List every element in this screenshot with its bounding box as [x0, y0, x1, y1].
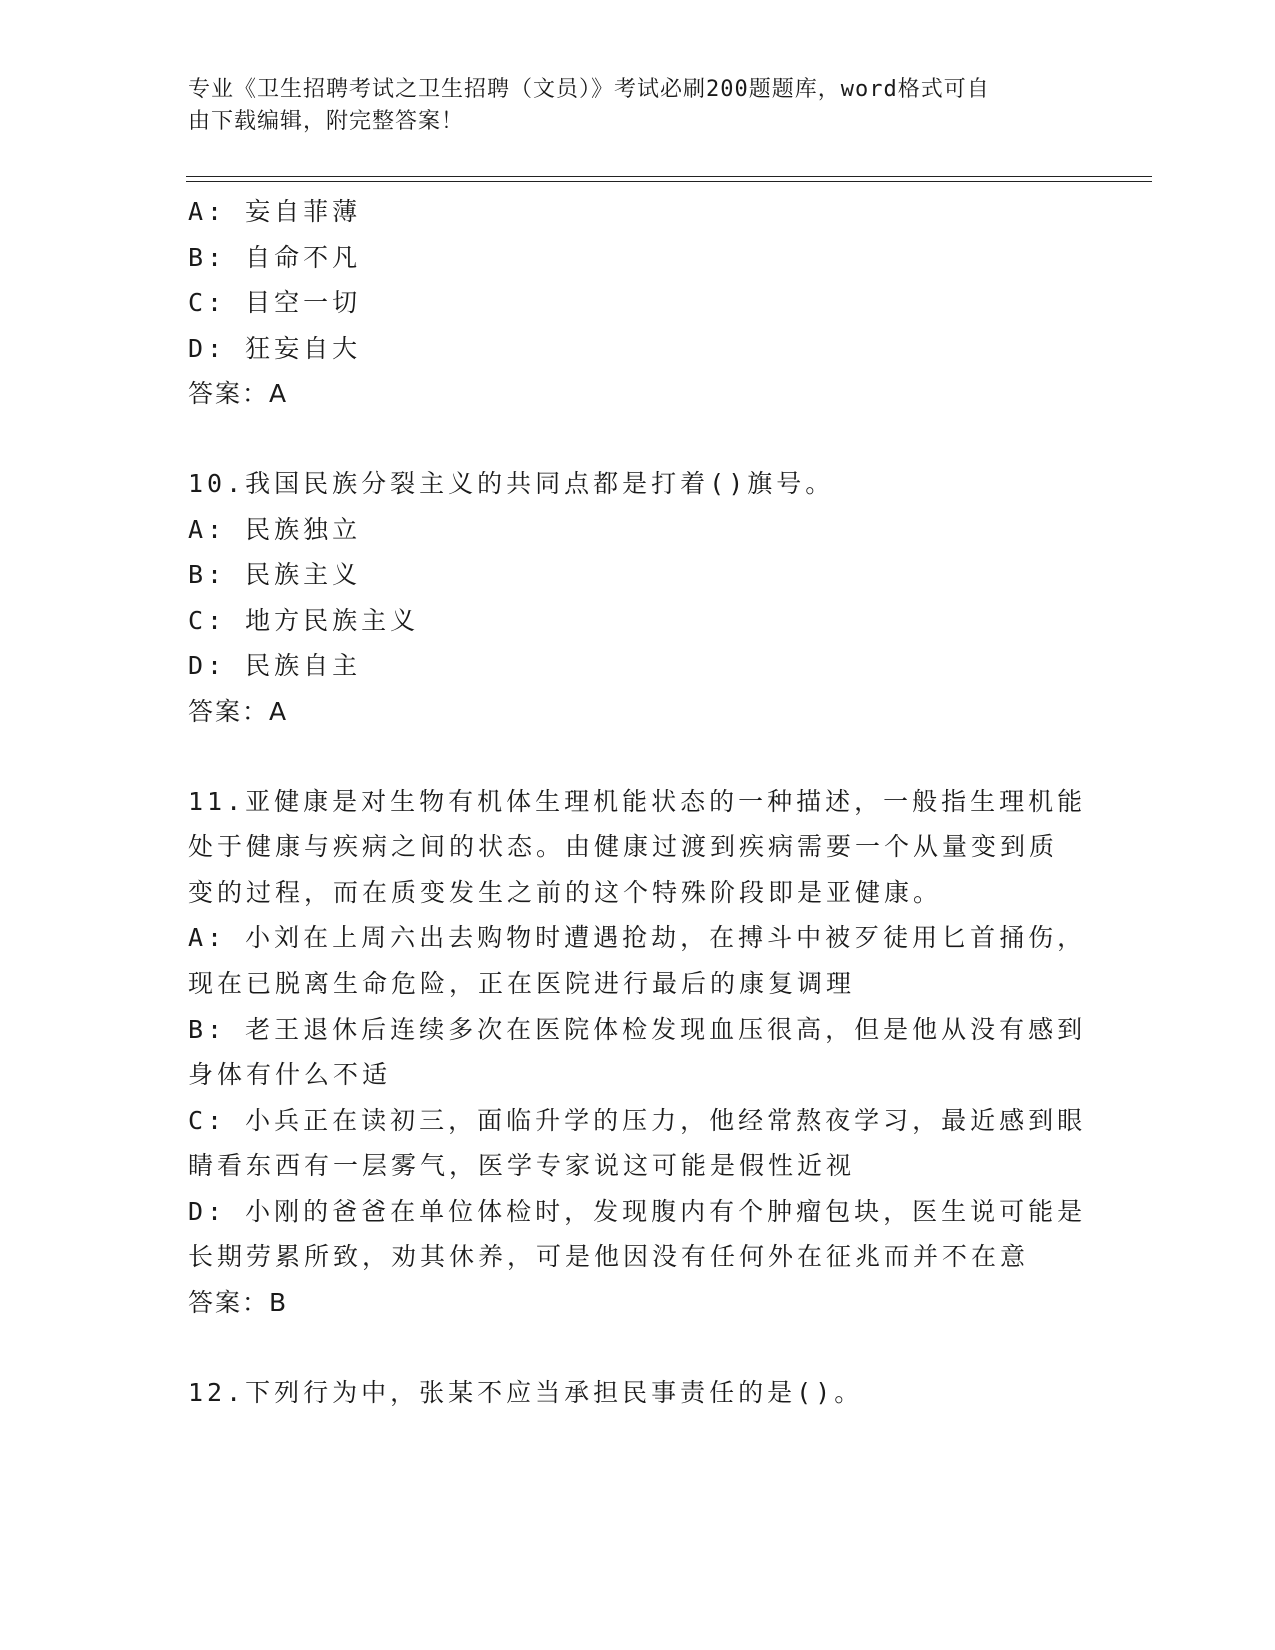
- q10-option-d: D: 民族自主: [188, 651, 362, 681]
- q10-option-c: C: 地方民族主义: [188, 605, 420, 635]
- question-9-block: [188, 189, 1088, 417]
- q12-stem: 12.下列行为中，张某不应当承担民事责任的是()。: [188, 1377, 864, 1407]
- q11-option-c-line-1: C: 小兵正在读初三，面临升学的压力，他经常熬夜学习，最近感到眼: [188, 1105, 1087, 1135]
- spacer: [188, 735, 1088, 779]
- q9-answer: 答案：A: [188, 379, 289, 409]
- q11-option-b-line-1: B: 老王退休后连续多次在医院体检发现血压很高，但是他从没有感到: [188, 1014, 1087, 1044]
- question-12-block: [188, 1370, 1088, 1416]
- spacer: [188, 1326, 1088, 1370]
- spacer: [188, 417, 1088, 461]
- header-line-1: 专业《卫生招聘考试之卫生招聘（文员）》考试必刷200题题库，word格式可自: [188, 77, 990, 102]
- header-line-2: 由下载编辑，附完整答案！: [188, 109, 465, 134]
- q11-stem-line-1: 11.亚健康是对生物有机体生理机能状态的一种描述，一般指生理机能: [188, 786, 1087, 816]
- header-divider-bottom: [186, 181, 1152, 182]
- q9-option-d: D: 狂妄自大: [188, 333, 362, 363]
- q11-stem-line-2: 处于健康与疾病之间的状态。由健康过渡到疾病需要一个从量变到质: [188, 832, 1059, 862]
- q11-option-c-line-2: 睛看东西有一层雾气，医学专家说这可能是假性近视: [188, 1151, 856, 1181]
- question-10-block: [188, 461, 1088, 735]
- q11-answer: 答案：B: [188, 1288, 289, 1318]
- q11-option-d-line-2: 长期劳累所致，劝其休养，可是他因没有任何外在征兆而并不在意: [188, 1242, 1030, 1272]
- q10-stem: 10.我国民族分裂主义的共同点都是打着()旗号。: [188, 468, 835, 498]
- q9-option-b: B: 自命不凡: [188, 242, 362, 272]
- q11-option-a-line-2: 现在已脱离生命危险，正在医院进行最后的康复调理: [188, 968, 856, 998]
- q9-option-c: C: 目空一切: [188, 288, 362, 318]
- q11-stem-line-3: 变的过程，而在质变发生之前的这个特殊阶段即是亚健康。: [188, 877, 943, 907]
- q9-option-a: A: 妄自菲薄: [188, 197, 362, 226]
- q11-option-b-line-2: 身体有什么不适: [188, 1060, 392, 1090]
- header-divider-top: [186, 176, 1152, 177]
- q10-option-b: B: 民族主义: [188, 560, 362, 590]
- q11-option-a-line-1: A: 小刘在上周六出去购物时遭遇抢劫，在搏斗中被歹徒用匕首捅伤，: [188, 923, 1087, 953]
- document-body: [188, 189, 1088, 1415]
- q10-answer: 答案：A: [188, 696, 289, 726]
- document-header: [188, 74, 1068, 138]
- q11-option-d-line-1: D: 小刚的爸爸在单位体检时，发现腹内有个肿瘤包块，医生说可能是: [188, 1196, 1087, 1226]
- question-11-block: [188, 779, 1088, 1326]
- q10-option-a: A: 民族独立: [188, 514, 362, 544]
